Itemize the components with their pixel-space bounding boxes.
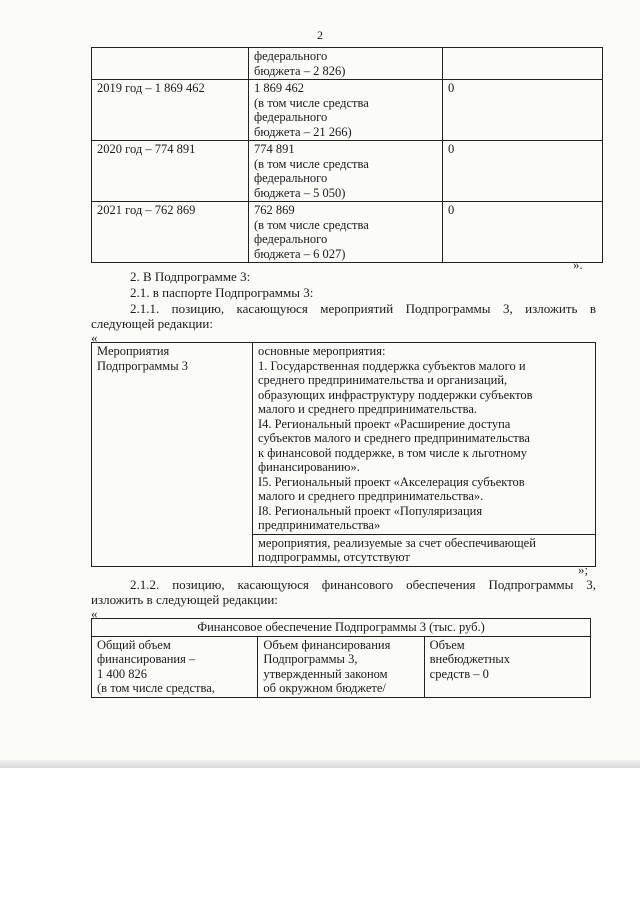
events-table (91, 342, 596, 567)
closing-quote: ». (573, 257, 583, 272)
offbudget-financing-cell: Объем внебюджетных средств – 0 (424, 636, 590, 697)
financing-table (91, 618, 591, 698)
amount-cell: 762 869 (в том числе средства федерального бюджета – 6 027) (249, 202, 443, 263)
total-financing-cell: Общий объем финансирования – 1 400 826 (в том числе средства, (92, 636, 258, 697)
funding-by-year-table (91, 47, 603, 263)
closing-quote: »; (578, 562, 589, 577)
offbudget-cell (443, 48, 603, 80)
year-cell (92, 48, 249, 80)
item-2-1-2-text: 2.1.2. позицию, касающуюся финансового обеспечения Подпрограммы 3, (130, 577, 596, 592)
page-number: 2 (317, 28, 323, 42)
amount-cell: федерального бюджета – 2 826) (249, 48, 443, 80)
item-2-1-2-text-cont: изложить в следующей редакции: (91, 592, 278, 607)
other-events-cell: мероприятия, реализуемые за счет обеспечивающей подпрограммы, отсутствуют (253, 534, 596, 566)
events-label-cell: Мероприятия Подпрограммы 3 (92, 343, 253, 567)
table-row (92, 202, 603, 263)
offbudget-cell: 0 (443, 202, 603, 263)
offbudget-cell: 0 (443, 80, 603, 141)
table-row (92, 636, 591, 697)
subprogram-financing-cell: Объем финансирования Подпрограммы 3, утвержденный законом об окружном бюджете/ (258, 636, 424, 697)
table-row (92, 141, 603, 202)
opening-quote: « (91, 330, 98, 345)
amount-cell: 1 869 462 (в том числе средства федерального бюджета – 21 266) (249, 80, 443, 141)
year-cell: 2020 год – 774 891 (92, 141, 249, 202)
year-cell: 2019 год – 1 869 462 (92, 80, 249, 141)
amount-cell: 774 891 (в том числе средства федерального бюджета – 5 050) (249, 141, 443, 202)
page-edge (0, 760, 640, 768)
section-heading: 2. В Подпрограмме 3: (130, 269, 251, 284)
table-row (92, 80, 603, 141)
item-2-1-1-text: 2.1.1. позицию, касающуюся мероприятий Подпрограммы 3, изложить в (130, 301, 596, 316)
table-row (92, 343, 596, 535)
financing-header-cell: Финансовое обеспечение Подпрограммы 3 (тыс. руб.) (92, 619, 591, 637)
main-events-cell: основные мероприятия: 1. Государственная поддержка субъектов малого и среднего предпринимательства и организаций, образующих инфраструктуру поддержки субъектов малого и среднего предпринимательства. I4. Региональный проект «Расширение доступа субъектов малого и среднего предпринимательства к финансовой поддержке, в том числе к льготному финансированию». I5. Региональный проект «Акселерация субъектов малого и среднего предпринимательства». I8. Региональный проект «Популяризация предпринимательства» (253, 343, 596, 535)
table-row (92, 619, 591, 637)
item-2-1-1-text-cont: следующей редакции: (91, 316, 213, 331)
year-cell: 2021 год – 762 869 (92, 202, 249, 263)
offbudget-cell: 0 (443, 141, 603, 202)
table-row (92, 48, 603, 80)
opening-quote: « (91, 606, 98, 621)
subsection-line: 2.1. в паспорте Подпрограммы 3: (130, 285, 314, 300)
